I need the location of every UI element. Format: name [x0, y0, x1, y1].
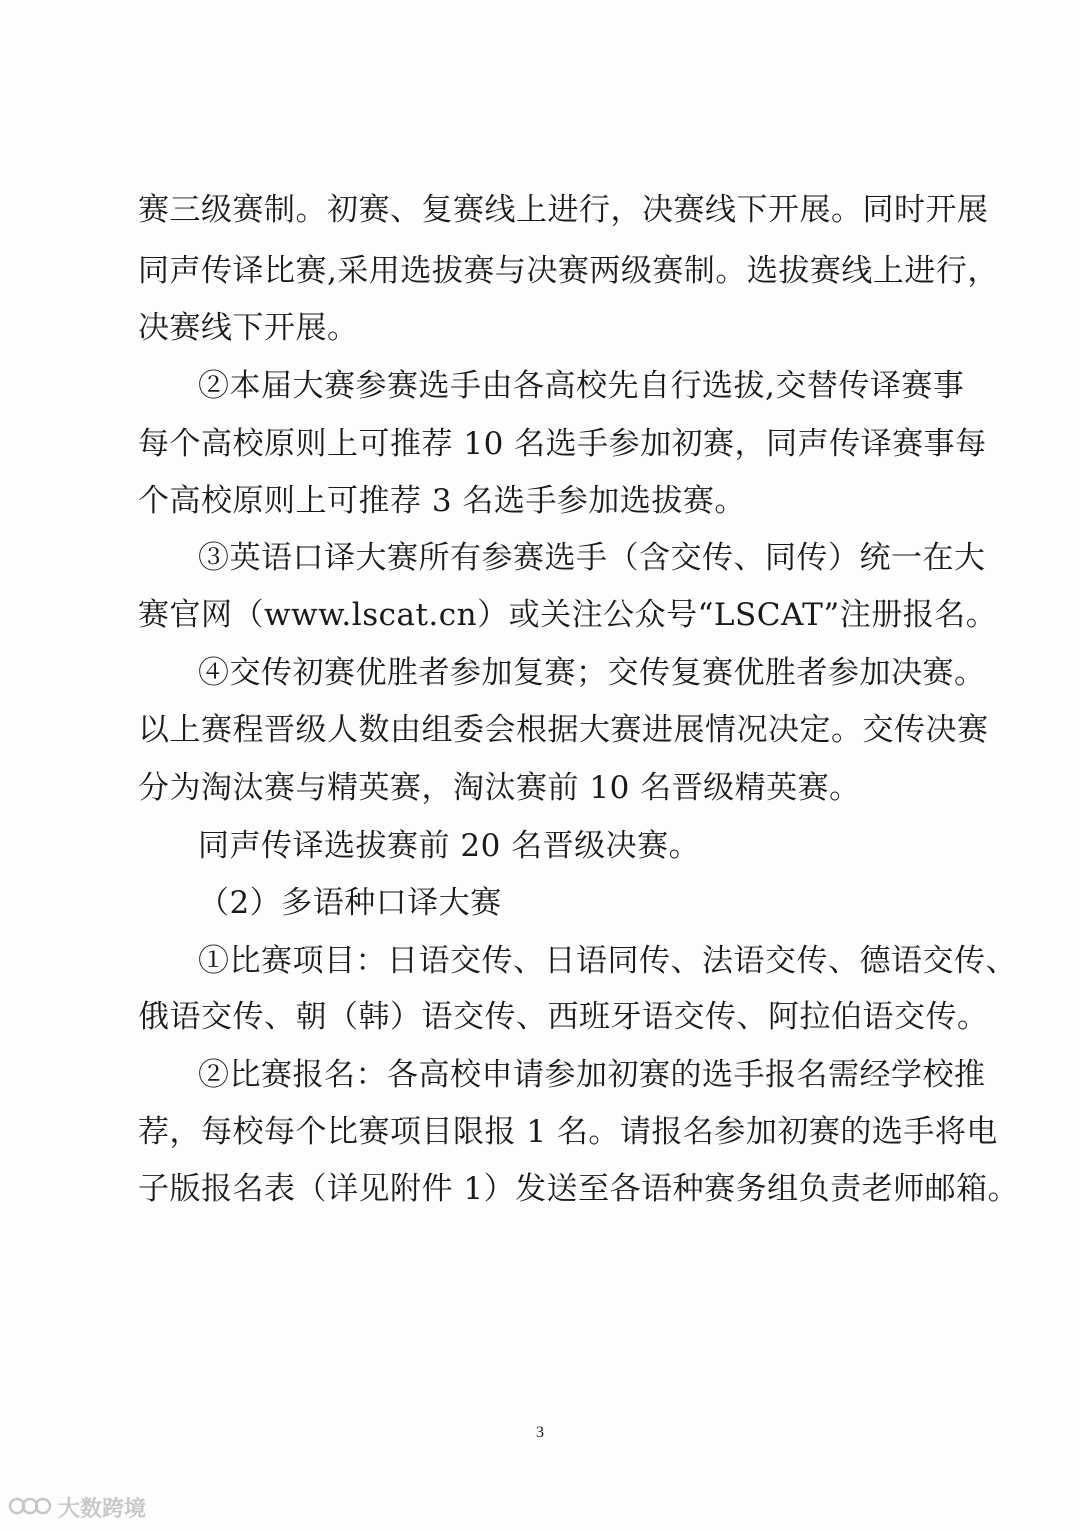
- paragraph-line: ②本届大赛参赛选手由各高校先自行选拔,交替传译赛事: [198, 368, 965, 404]
- paragraph-line: 决赛线下开展。: [138, 310, 359, 346]
- paragraph-line: ③英语口译大赛所有参赛选手（含交传、同传）统一在大: [198, 540, 986, 576]
- paragraph-line: 以上赛程晋级人数由组委会根据大赛进展情况决定。交传决赛: [138, 712, 989, 748]
- page-number: 3: [536, 1424, 544, 1441]
- paragraph-line: 赛三级赛制。初赛、复赛线上进行，决赛线下开展。同时开展: [138, 192, 989, 228]
- watermark: [8, 1492, 146, 1523]
- paragraph-line: ①比赛项目：日语交传、日语同传、法语交传、德语交传、: [198, 943, 1017, 979]
- paragraph-line: 荐，每校每个比赛项目限报 1 名。请报名参加初赛的选手将电: [138, 1114, 998, 1150]
- paragraph-line: 每个高校原则上可推荐 10 名选手参加初赛，同声传译赛事每: [138, 426, 987, 462]
- paragraph-line: ②比赛报名：各高校申请参加初赛的选手报名需经学校推: [198, 1057, 986, 1093]
- paragraph-line: 俄语交传、朝（韩）语交传、西班牙语交传、阿拉伯语交传。: [138, 999, 989, 1035]
- paragraph-line: 分为淘汰赛与精英赛，淘汰赛前 10 名晋级精英赛。: [138, 770, 861, 806]
- paragraph-line: 同声传译比赛,采用选拔赛与决赛两级赛制。选拔赛线上进行，: [138, 253, 999, 289]
- paragraph-line: 赛官网（www.lscat.cn）或关注公众号“LSCAT”注册报名。: [138, 597, 998, 633]
- paragraph-line: 个高校原则上可推荐 3 名选手参加选拔赛。: [138, 483, 746, 519]
- logo-icon: [8, 1493, 52, 1523]
- watermark-text: 大数跨境: [58, 1497, 147, 1522]
- paragraph-line: 同声传译选拔赛前 20 名晋级决赛。: [198, 828, 701, 864]
- paragraph-line: ④交传初赛优胜者参加复赛；交传复赛优胜者参加决赛。: [198, 655, 986, 691]
- section-heading: （2）多语种口译大赛: [198, 885, 502, 921]
- paragraph-line: 子版报名表（详见附件 1）发送至各语种赛务组负责老师邮箱。: [138, 1171, 1020, 1207]
